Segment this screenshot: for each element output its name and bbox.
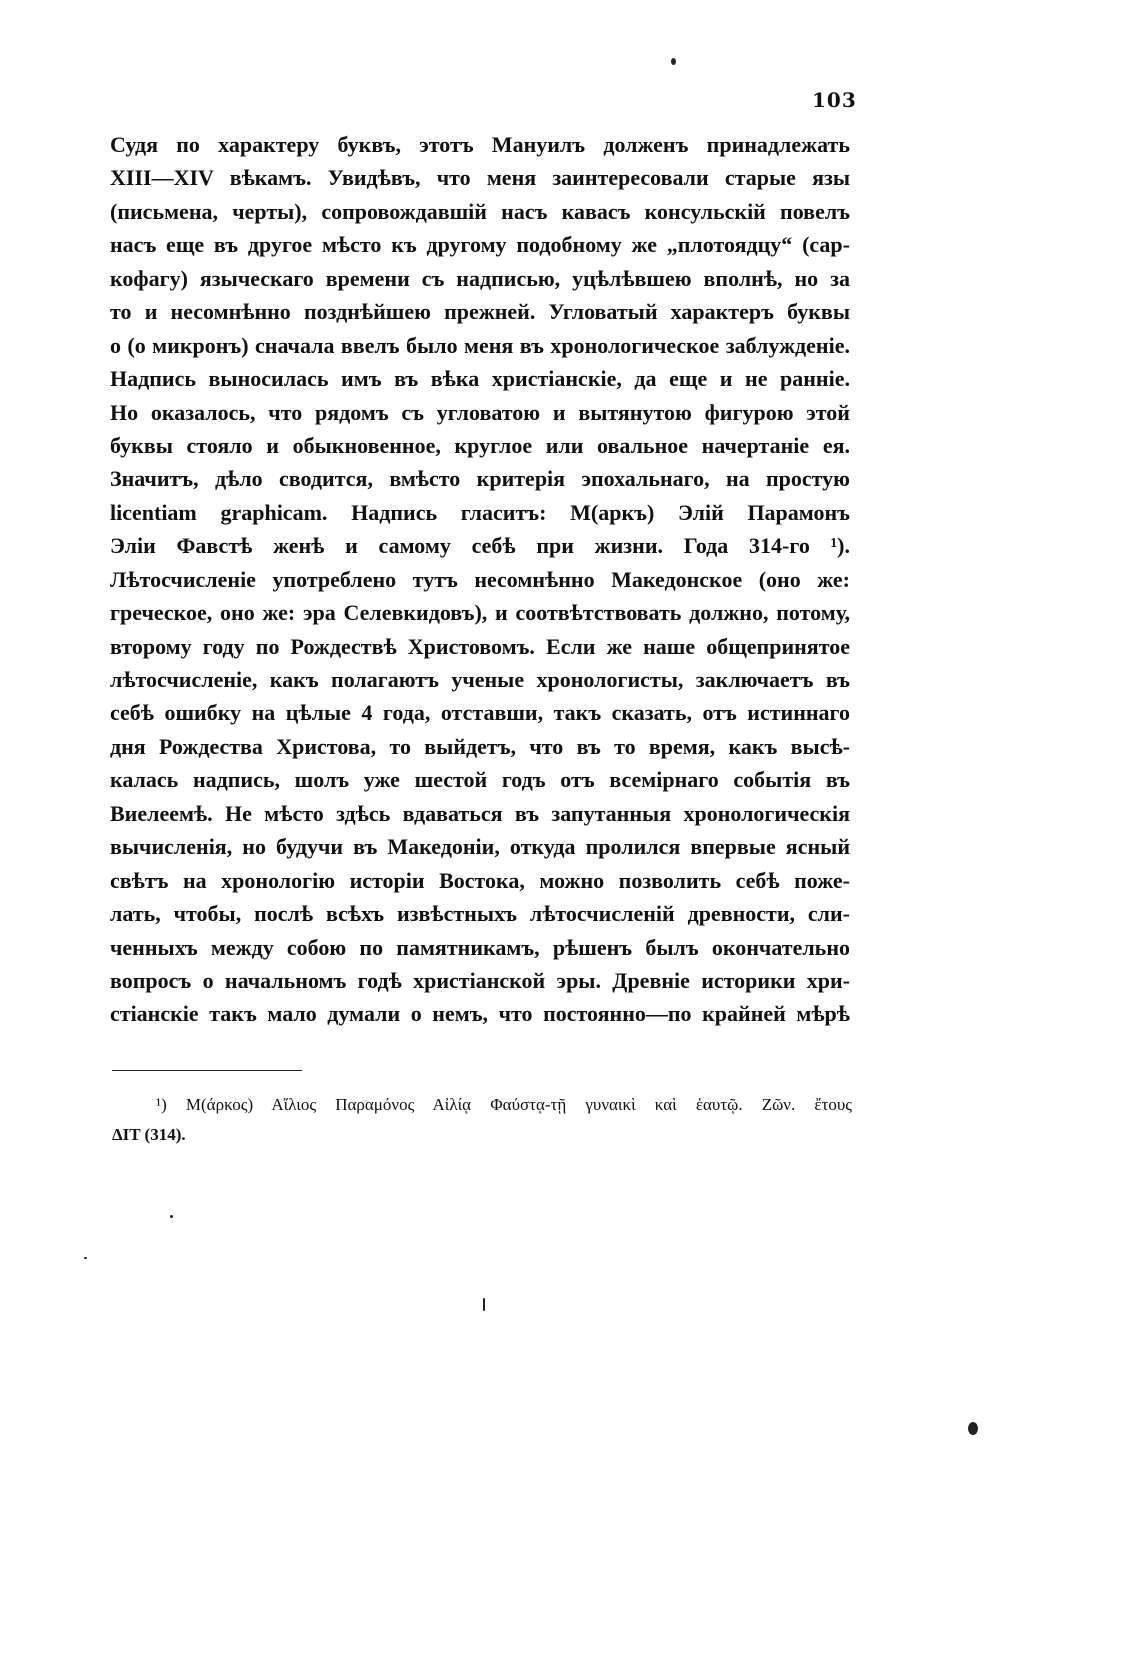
text-line: Судя по характеру буквъ, этотъ Мануилъ долженъ принадлежать (110, 132, 850, 157)
scan-speck (84, 1257, 87, 1259)
text-line: дня Рождества Христова, то выйдетъ, что въ то время, какъ высѣ- (110, 733, 850, 759)
text-line: Элiи Фавстѣ женѣ и самому себѣ при жизни. Года 314-го ¹). (110, 533, 850, 559)
text-line: о (о микронъ) сначала ввелъ было меня въ хронологическое заблужденie. (110, 332, 850, 358)
text-line: Виелеемѣ. Не мѣсто здѣсь вдаваться въ запутанныя хронологическiя (110, 800, 850, 826)
page-number: 103 (812, 88, 857, 112)
text-line: свѣтъ на хронологiю исторiи Востока, можно позволить себѣ поже- (110, 867, 850, 893)
body-text (110, 128, 850, 1031)
text-line: кофагу) языческаго времени съ надписью, уцѣлѣвшею вполнѣ, но за (110, 265, 850, 291)
text-line: вопросъ о начальномъ годѣ христiанской эры. Древнiе историки хри- (110, 967, 850, 993)
text-line: XIII—XIV вѣкамъ. Увидѣвъ, что меня заинтересовали старые язы (110, 165, 850, 191)
footnote-line: ΔΙΤ (314). (112, 1125, 186, 1144)
text-line: вычисленiя, но будучи въ Македонiи, откуда пролился впервые ясный (110, 834, 850, 860)
scan-speck (170, 1215, 173, 1218)
text-line: второму году по Рождествѣ Христовомъ. Если же наше общепринятое (110, 633, 850, 659)
text-line: Значитъ, дѣло сводится, вмѣсто критерiя эпохальнаго, на простую (110, 466, 850, 492)
footnote-divider (112, 1070, 302, 1071)
text-line: Но оказалось, что рядомъ съ угловатою и вытянутою фигурою этой (110, 399, 850, 425)
footnote (112, 1090, 852, 1150)
scan-speck (968, 1422, 978, 1435)
text-line: ченныхъ между собою по памятникамъ, рѣшенъ былъ окончательно (110, 934, 850, 960)
text-line: лѣтосчисленie, какъ полагаютъ ученые хронологисты, заключаетъ въ (110, 667, 850, 692)
text-line: буквы стояло и обыкновенное, круглое или овальное начертанie ея. (110, 432, 850, 458)
text-line: то и несомнѣнно позднѣйшею прежней. Угловатый характеръ буквы (110, 299, 850, 325)
text-line: licentiam graphicam. Надпись гласитъ: М(аркъ) Элiй Парамонъ (110, 499, 850, 525)
text-line: калась надпись, шолъ уже шестой годъ отъ всемiрнаго событiя въ (110, 767, 850, 793)
footnote-line: ¹) Μ(άρκος) Αἴλιος Παραμόνος Αἰλίᾳ Φαύστᾳ-τῇ γυναικὶ καὶ ἑαυτῷ. Ζῶν. ἔτους (156, 1095, 852, 1114)
text-line: лать, чтобы, послѣ всѣхъ извѣстныхъ лѣтосчисленiй древности, сли- (110, 901, 850, 927)
scan-speck (483, 1298, 485, 1311)
text-line: Лѣтосчисленie употреблено тутъ несомнѣнно Македонское (оно же: (110, 566, 850, 592)
text-line: греческое, оно же: эра Селевкидовъ), и соотвѣтствовать должно, потому, (110, 600, 850, 626)
text-line: (письмена, черты), сопровождавшiй насъ кавасъ консульскiй повелъ (110, 198, 850, 224)
text-line: стiанскiе такъ мало думали о немъ, что постоянно—по крайней мѣрѣ (110, 1001, 850, 1027)
scan-speck (671, 58, 676, 65)
text-line: Надпись выносилась имъ въ вѣка христiанскiе, да еще и не раннiе. (110, 366, 850, 392)
text-line: себѣ ошибку на цѣлые 4 года, отставши, такъ сказать, отъ истиннаго (110, 700, 850, 726)
text-line: насъ еще въ другое мѣсто къ другому подобному же „плотоядцу“ (сар- (110, 232, 850, 258)
